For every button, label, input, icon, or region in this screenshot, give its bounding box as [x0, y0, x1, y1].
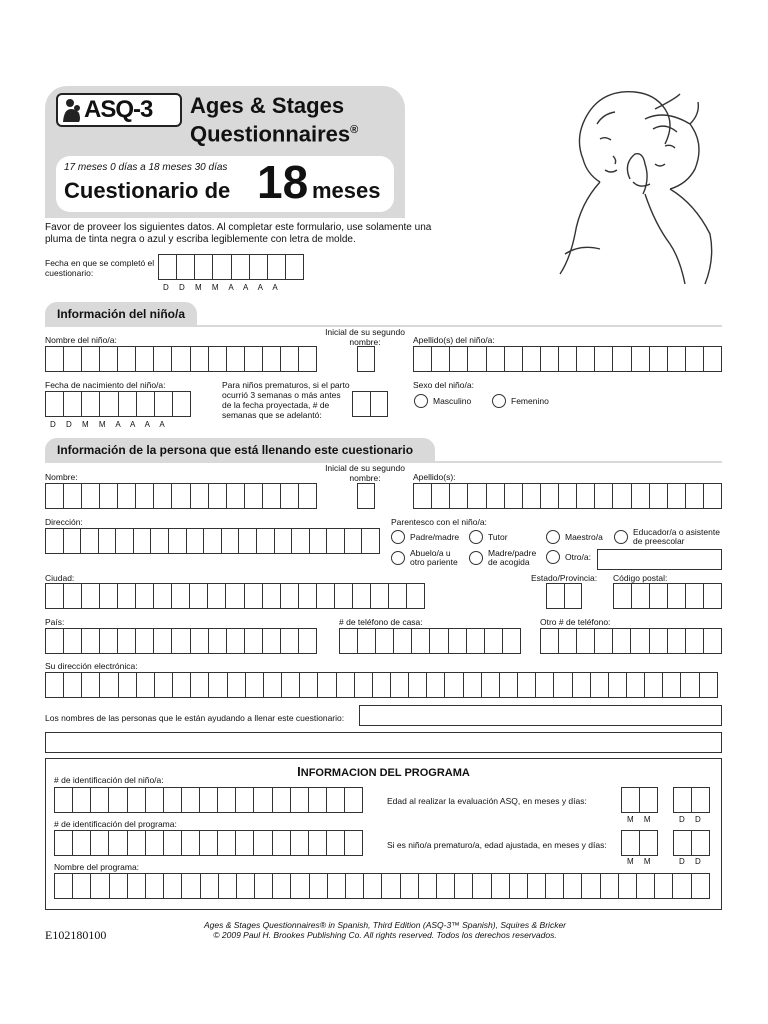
- child-id-boxes[interactable]: [54, 787, 363, 813]
- asq-age-months-boxes[interactable]: [621, 787, 658, 813]
- person-section-title: Información de la persona que está llenando este cuestionario: [45, 438, 435, 462]
- program-section-title: INFORMACION DEL PROGRAMA: [297, 764, 470, 779]
- child-name-label: Nombre del niño/a:: [45, 335, 117, 345]
- completion-date-label: Fecha en que se completó el cuestionario:: [45, 258, 155, 278]
- child-name-boxes[interactable]: [45, 346, 317, 372]
- completion-date-boxes[interactable]: [158, 254, 304, 280]
- asq-age-months-format: M M: [627, 815, 651, 824]
- child-surname-boxes[interactable]: [413, 346, 722, 372]
- person-initial-label: Inicial de su segundo nombre:: [325, 463, 405, 483]
- home-phone-boxes[interactable]: [339, 628, 521, 654]
- brand-line-1: Ages & Stages: [190, 93, 345, 118]
- helpers-input-line-2[interactable]: [45, 732, 722, 753]
- radio-button-icon[interactable]: [391, 530, 405, 544]
- form-code: E102180100: [45, 928, 107, 942]
- country-label: País:: [45, 617, 65, 627]
- brand-name: [190, 93, 358, 146]
- footer-line-2: © 2009 Paul H. Brookes Publishing Co. All rights reserved. Todos los derechos reservados.: [213, 930, 557, 940]
- asq-age-days-format: D D: [679, 815, 701, 824]
- premature-weeks-boxes[interactable]: [352, 391, 388, 417]
- parent-child-logo-icon: [62, 97, 82, 123]
- child-surname-label: Apellido(s) del niño/a:: [413, 335, 495, 345]
- asq-age-days-boxes[interactable]: [673, 787, 710, 813]
- adjusted-age-months-boxes[interactable]: [621, 830, 658, 856]
- helpers-label: Los nombres de las personas que le están ayudando a llenar este cuestionario:: [45, 713, 345, 723]
- city-label: Ciudad:: [45, 573, 75, 583]
- birth-date-boxes[interactable]: [45, 391, 191, 417]
- other-phone-boxes[interactable]: [540, 628, 722, 654]
- adjusted-age-days-format: D D: [679, 857, 701, 866]
- zip-boxes[interactable]: [613, 583, 722, 609]
- radio-button-icon[interactable]: [546, 530, 560, 544]
- radio-button-icon[interactable]: [469, 530, 483, 544]
- registered-mark: ®: [350, 124, 359, 136]
- address-label: Dirección:: [45, 517, 83, 527]
- relation-option-other[interactable]: Otro/a:: [546, 550, 591, 564]
- email-label: Su dirección electrónica:: [45, 661, 138, 671]
- relation-other-input[interactable]: [597, 549, 722, 570]
- sex-option-male[interactable]: Masculino: [414, 394, 471, 408]
- other-phone-label: Otro # de teléfono:: [540, 617, 611, 627]
- person-name-boxes[interactable]: [45, 483, 317, 509]
- copyright-footer: [160, 920, 610, 940]
- birth-date-label: Fecha de nacimiento del niño/a:: [45, 380, 166, 390]
- person-surname-label: Apellido(s):: [413, 472, 456, 482]
- program-name-label: Nombre del programa:: [54, 862, 140, 872]
- radio-button-icon[interactable]: [391, 551, 405, 565]
- radio-button-icon[interactable]: [546, 550, 560, 564]
- birth-date-format: D D M M A A A A: [50, 420, 165, 429]
- asq-logo: [56, 93, 182, 127]
- radio-button-icon[interactable]: [469, 551, 483, 565]
- zip-label: Código postal:: [613, 573, 668, 583]
- child-section-title: Información del niño/a: [45, 302, 197, 326]
- relation-option-guardian[interactable]: Tutor: [469, 530, 508, 544]
- helpers-input[interactable]: [359, 705, 722, 726]
- relation-option-teacher[interactable]: Maestro/a: [546, 530, 603, 544]
- questionnaire-title: Cuestionario de: [64, 178, 231, 203]
- email-boxes[interactable]: [45, 672, 718, 698]
- relation-option-educator[interactable]: Educador/a o asistente de preescolar: [614, 528, 724, 546]
- radio-button-icon[interactable]: [492, 394, 506, 408]
- person-name-label: Nombre:: [45, 472, 78, 482]
- sex-label: Sexo del niño/a:: [413, 380, 474, 390]
- mother-child-illustration: [505, 84, 720, 299]
- child-initial-label: Inicial de su segundo nombre:: [325, 327, 405, 347]
- relation-label: Parentesco con el niño/a:: [391, 517, 487, 527]
- radio-button-icon[interactable]: [614, 530, 628, 544]
- relation-option-parent[interactable]: Padre/madre: [391, 530, 459, 544]
- radio-button-icon[interactable]: [414, 394, 428, 408]
- home-phone-label: # de teléfono de casa:: [339, 617, 423, 627]
- child-id-label: # de identificación del niño/a:: [54, 775, 164, 785]
- state-boxes[interactable]: [546, 583, 582, 609]
- adjusted-age-label: Si es niño/a prematuro/a, edad ajustada, en meses y días:: [387, 840, 607, 850]
- relation-option-foster[interactable]: Madre/padre de acogida: [469, 549, 545, 567]
- child-initial-box[interactable]: [357, 346, 375, 372]
- person-surname-boxes[interactable]: [413, 483, 722, 509]
- adjusted-age-days-boxes[interactable]: [673, 830, 710, 856]
- sex-option-female[interactable]: Femenino: [492, 394, 549, 408]
- relation-option-grandparent[interactable]: Abuelo/a u otro pariente: [391, 549, 466, 567]
- address-boxes[interactable]: [45, 528, 380, 554]
- country-boxes[interactable]: [45, 628, 317, 654]
- brand-line-2: Questionnaires: [190, 121, 351, 147]
- completion-date-format: D D M M A A A A: [163, 283, 278, 292]
- asq-age-label: Edad al realizar la evaluación ASQ, en meses y días:: [387, 796, 587, 806]
- adjusted-age-months-format: M M: [627, 857, 651, 866]
- city-boxes[interactable]: [45, 583, 425, 609]
- person-initial-box[interactable]: [357, 483, 375, 509]
- age-range: 17 meses 0 días a 18 meses 30 días: [64, 162, 228, 173]
- state-label: Estado/Provincia:: [531, 573, 598, 583]
- questionnaire-title-suffix: meses: [312, 178, 381, 203]
- program-name-boxes[interactable]: [54, 873, 710, 899]
- intro-text: Favor de proveer los siguientes datos. Al completar este formulario, use solamente una pluma de tinta negra o azul y escriba legiblemente con letra de molde.: [45, 222, 432, 245]
- logo-text: ASQ-3: [84, 96, 153, 123]
- program-id-boxes[interactable]: [54, 830, 363, 856]
- premature-note: Para niños prematuros, si el parto ocurrió 3 semanas o más antes de la fecha proyectada, # de semanas que se adelantó:: [222, 380, 350, 420]
- footer-line-1: Ages & Stages Questionnaires® in Spanish, Third Edition (ASQ-3™ Spanish), Squires & Bricker: [203, 920, 566, 930]
- questionnaire-number: 18: [257, 156, 309, 208]
- program-id-label: # de identificación del programa:: [54, 819, 177, 829]
